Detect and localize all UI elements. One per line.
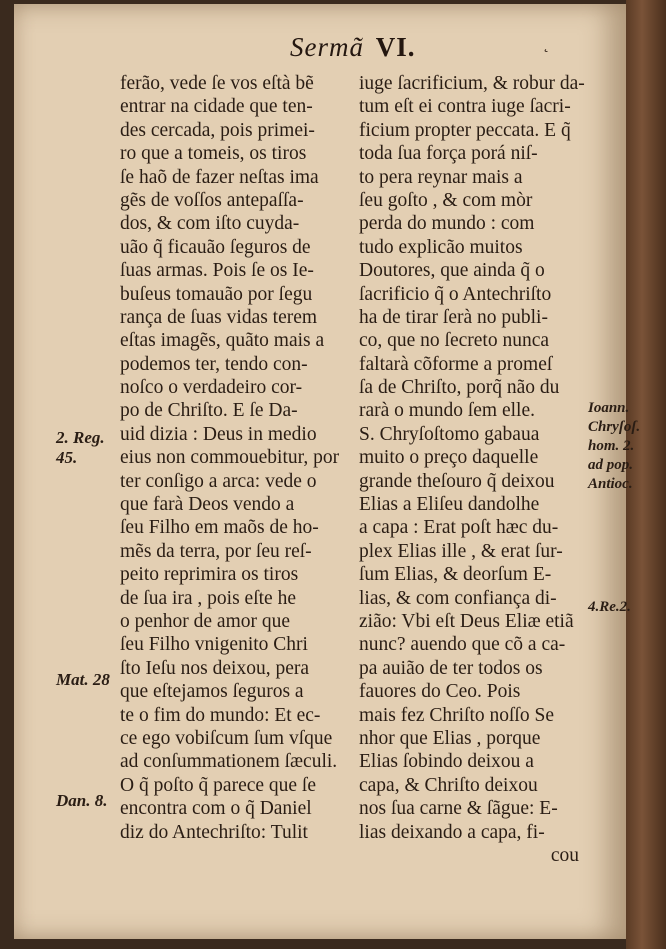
margin-note-line: 45. bbox=[56, 448, 78, 467]
text-line: dos, & com iſto cuyda- bbox=[120, 213, 300, 235]
text-line: podemos ter, tendo con- bbox=[120, 353, 308, 375]
text-line: ſeu Filho vnigenito Chri bbox=[120, 634, 308, 656]
text-line: capa, & Chriſto deixou bbox=[359, 774, 538, 796]
text-line: lias deixando a capa, fi- bbox=[359, 821, 545, 843]
text-line: mẽs da terra, por ſeu reſ- bbox=[120, 540, 312, 562]
margin-note-line: Antioc. bbox=[588, 476, 633, 492]
text-line: S. Chryſoſtomo gabaua bbox=[359, 423, 540, 445]
text-line: Elias a Eliſeu dandolhe bbox=[359, 494, 540, 516]
text-line: perda do mundo : com bbox=[359, 213, 535, 235]
text-line: muito o preço daquelle bbox=[359, 447, 539, 469]
text-line: des cercada, pois primei- bbox=[120, 119, 315, 141]
text-line: ha de tirar ſerà no publi- bbox=[359, 306, 548, 328]
text-line: pa auião de ter todos os bbox=[359, 657, 543, 679]
text-line: entrar na cidade que ten- bbox=[120, 96, 313, 118]
text-line: uão q̃ ficauão ſeguros de bbox=[120, 236, 311, 258]
text-line: uid dizia : Deus in medio bbox=[120, 423, 317, 445]
text-line: plex Elias ille , & erat ſur- bbox=[359, 540, 563, 562]
text-line: peito reprimira os tiros bbox=[120, 564, 299, 586]
margin-note-mat: Mat. 28 bbox=[56, 670, 110, 689]
header-mark: ˛ bbox=[542, 34, 550, 53]
text-line: zião: Vbi eſt Deus Eliæ etiã bbox=[359, 610, 574, 632]
margin-note-line: hom. 2. bbox=[588, 438, 635, 454]
margin-note-line: ad pop. bbox=[588, 457, 633, 473]
text-line: fauores do Ceo. Pois bbox=[359, 681, 521, 703]
margin-note-line: Chryſoſ. bbox=[588, 419, 641, 435]
text-line: ſum Elias, & deorſum E- bbox=[359, 564, 552, 586]
text-line: O q̃ poſto q̃ parece que ſe bbox=[120, 774, 317, 796]
text-line: ſe haõ de fazer neſtas ima bbox=[120, 166, 319, 188]
text-line: to pera reynar mais a bbox=[359, 166, 523, 188]
text-line: tum eſt ei contra iuge ſacri- bbox=[359, 96, 571, 118]
text-line: nos ſua carne & ſãgue: E- bbox=[359, 798, 558, 820]
text-line: ſeu Filho em maõs de ho- bbox=[120, 517, 319, 539]
text-line: Doutores, que ainda q̃ o bbox=[359, 260, 545, 282]
text-line: ferão, vede ſe vos eſtà bẽ bbox=[120, 73, 314, 94]
text-line: eſtas imagẽs, quãto mais a bbox=[120, 330, 325, 352]
text-line: que eſtejamos ſeguros a bbox=[120, 681, 304, 703]
text-line: o penhor de amor que bbox=[120, 610, 291, 632]
margin-note-chrysostom bbox=[588, 399, 640, 494]
text-line: rarà o mundo ſem elle. bbox=[359, 400, 535, 422]
text-line: grande theſouro q̃ deixou bbox=[359, 470, 555, 492]
margin-note-line: Ioann. bbox=[588, 400, 630, 416]
text-line: buſeus tomauão por ſegu bbox=[120, 283, 313, 305]
text-line: ſuas armas. Pois ſe os Ie- bbox=[120, 260, 314, 282]
text-line: tudo explicão muitos bbox=[359, 236, 523, 258]
text-line: po de Chriſto. E ſe Da- bbox=[120, 400, 298, 422]
text-line: ce ego vobiſcum ſum vſque bbox=[120, 727, 333, 749]
text-line: iuge ſacrificium, & robur da- bbox=[359, 73, 585, 94]
margin-note-reg bbox=[56, 428, 105, 468]
text-line: diz do Antechriſto: Tulit bbox=[120, 821, 308, 843]
book-page bbox=[14, 4, 641, 939]
margin-note-dan: Dan. 8. bbox=[56, 791, 108, 810]
text-line: gẽs de voſſos antepaſſa- bbox=[120, 189, 304, 211]
text-line: que farà Deos vendo a bbox=[120, 494, 295, 516]
header-title: Sermã bbox=[290, 32, 364, 62]
text-line: ro que a tomeis, os tiros bbox=[120, 143, 307, 165]
text-line: toda ſua força porá niſ- bbox=[359, 143, 538, 165]
text-line: encontra com o q̃ Daniel bbox=[120, 798, 312, 820]
text-line: co, que no ſecreto nunca bbox=[359, 330, 550, 352]
text-line: te o fim do mundo: Et ec- bbox=[120, 704, 321, 726]
text-line: ſeu goſto , & com mòr bbox=[359, 189, 533, 211]
text-line: faltarà cõforme a promeſ bbox=[359, 353, 553, 375]
text-line: ſa de Chriſto, porq̃ não du bbox=[359, 377, 560, 399]
text-line: de ſua ira , pois eſte he bbox=[120, 587, 296, 609]
right-text-column bbox=[359, 72, 585, 867]
text-line: rança de ſuas vidas terem bbox=[120, 306, 318, 328]
text-line: ad conſummationem ſæculi. bbox=[120, 751, 338, 773]
text-line: lias, & com confiança di- bbox=[359, 587, 557, 609]
margin-note-line: 2. Reg. bbox=[56, 428, 105, 447]
text-line: nhor que Elias , porque bbox=[359, 727, 541, 749]
text-line: Elias ſobindo deixou a bbox=[359, 751, 534, 773]
text-line: ficium propter peccata. E q̃ bbox=[359, 119, 571, 141]
left-text-column bbox=[120, 72, 348, 844]
text-line: ſacrificio q̃ o Antechriſto bbox=[359, 283, 552, 305]
margin-note-kings: 4.Re.2. bbox=[588, 599, 631, 615]
text-line: noſco o verdadeiro cor- bbox=[120, 377, 303, 399]
catchword: cou bbox=[550, 844, 579, 866]
text-line: ſto Ieſu nos deixou, pera bbox=[120, 657, 309, 679]
running-header bbox=[290, 32, 416, 63]
text-line: ter conſigo a arca: vede o bbox=[120, 470, 317, 492]
text-line: nunc? auendo que cõ a ca- bbox=[359, 634, 566, 656]
text-line: mais fez Chriſto noſſo Se bbox=[359, 704, 554, 726]
header-number: VI. bbox=[375, 32, 416, 62]
text-line: eius non commouebitur, por bbox=[120, 447, 340, 469]
text-line: a capa : Erat poſt hæc du- bbox=[359, 517, 559, 539]
